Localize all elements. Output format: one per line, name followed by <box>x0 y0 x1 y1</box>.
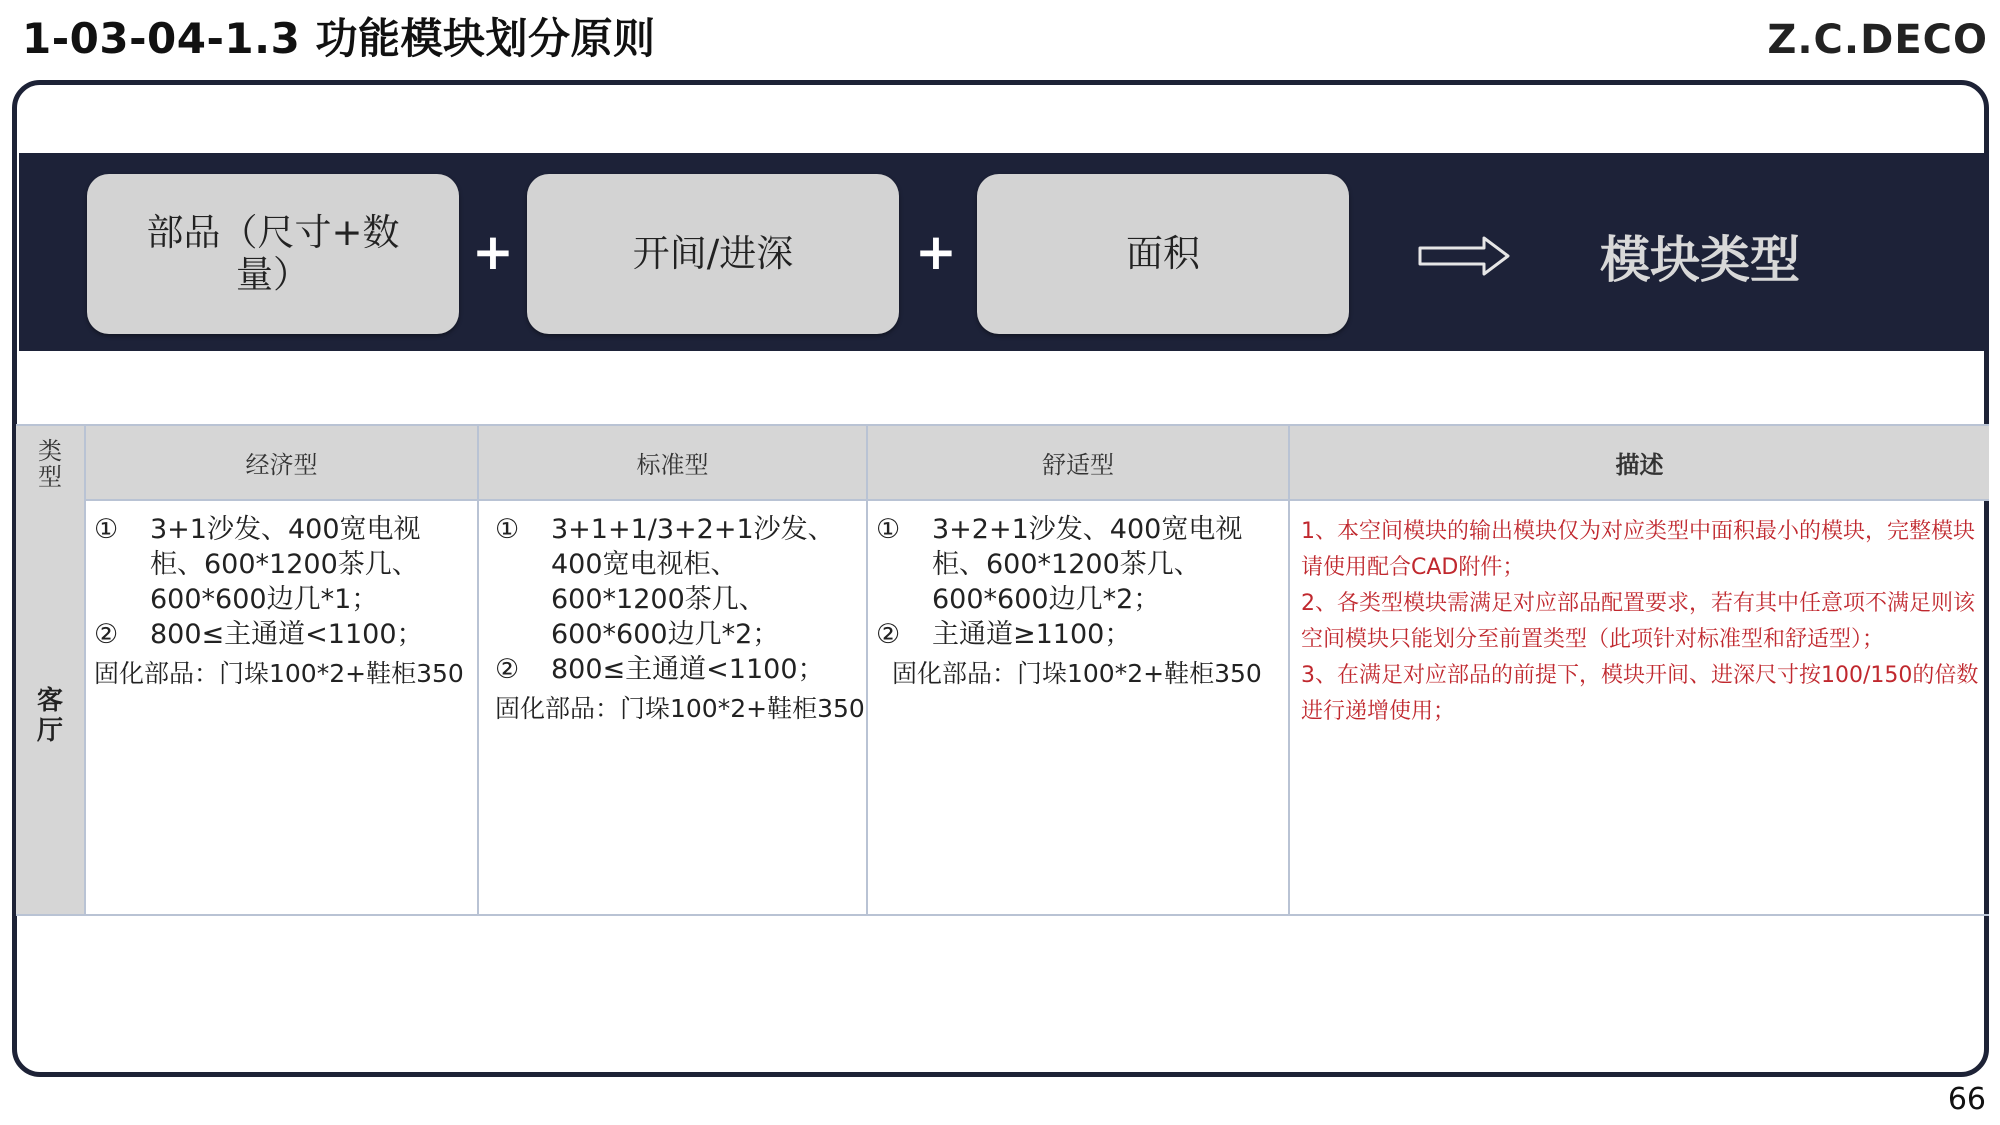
brand-logo: Z.C.DECO <box>1767 17 1988 63</box>
column-header-economy: 经济型 <box>86 426 477 501</box>
list-item <box>94 617 474 652</box>
description-line: 1、本空间模块的输出模块仅为对应类型中面积最小的模块，完整模块请使用配合CAD附件； <box>1301 519 1975 580</box>
item-number: ② <box>94 619 119 650</box>
item-text: 800≤主通道<1100； <box>150 619 424 650</box>
row-label-text: 客厅 <box>36 686 63 746</box>
item-number: ② <box>495 654 520 685</box>
cell-standard <box>495 512 865 726</box>
item-text: 3+2+1沙发、400宽电视柜、600*1200茶几、600*600边几*2； <box>932 514 1243 615</box>
divider <box>477 426 479 914</box>
page-title: 1-03-04-1.3 功能模块划分原则 <box>22 14 656 63</box>
cell-economy <box>94 512 474 691</box>
column-header-standard: 标准型 <box>479 426 866 501</box>
bay-depth-box: 开间/进深 <box>527 174 899 334</box>
list-item <box>876 617 1284 652</box>
list-item <box>876 512 1284 617</box>
module-type-result: 模块类型 <box>1600 231 1800 289</box>
page-number: 66 <box>1947 1082 1986 1117</box>
item-text: 主通道≥1100； <box>932 619 1132 650</box>
area-box: 面积 <box>977 174 1349 334</box>
divider <box>866 426 868 914</box>
list-item <box>495 512 861 652</box>
description-line: 3、在满足对应部品的前提下，模块开间、进深尺寸按100/150的倍数进行递增使用； <box>1301 663 1979 724</box>
row-label-living-room <box>16 686 84 746</box>
plus-sign-1: + <box>472 223 514 281</box>
module-table <box>16 424 1989 916</box>
column-header-comfort: 舒适型 <box>868 426 1288 501</box>
description-line: 2、各类型模块需满足对应部品配置要求，若有其中任意项不满足则该空间模块只能划分至前置类型（此项针对标准型和舒适型）； <box>1301 591 1975 652</box>
right-arrow-icon <box>1418 234 1512 278</box>
item-text: 800≤主通道<1100； <box>551 654 825 685</box>
item-number: ① <box>495 514 520 545</box>
type-header-label: 类型 <box>38 436 62 491</box>
list-item <box>495 652 861 687</box>
type-header <box>16 426 84 501</box>
fixed-parts: 固化部品：门垛100*2+鞋柜350 <box>94 659 464 688</box>
divider <box>84 426 86 914</box>
plus-sign-2: + <box>915 223 957 281</box>
fixed-parts: 固化部品：门垛100*2+鞋柜350 <box>495 694 865 723</box>
divider <box>1288 426 1290 914</box>
item-number: ② <box>876 619 901 650</box>
description-cell <box>1301 514 1983 730</box>
column-header-description: 描述 <box>1290 426 1989 501</box>
parts-box: 部品（尺寸+数量） <box>87 174 459 334</box>
cell-comfort <box>876 512 1284 691</box>
item-number: ① <box>876 514 901 545</box>
item-text: 3+1沙发、400宽电视柜、600*1200茶几、600*600边几*1； <box>150 514 421 615</box>
item-number: ① <box>94 514 119 545</box>
fixed-parts: 固化部品：门垛100*2+鞋柜350 <box>892 659 1262 688</box>
list-item <box>94 512 474 617</box>
item-text: 3+1+1/3+2+1沙发、400宽电视柜、600*1200茶几、600*600边几*2； <box>551 514 835 650</box>
